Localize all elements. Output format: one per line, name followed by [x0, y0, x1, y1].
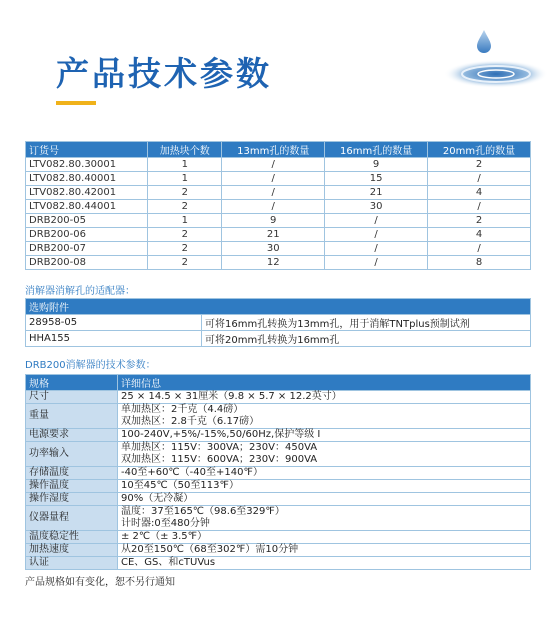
table-cell: DRB200-08	[26, 256, 148, 270]
table-cell: 2	[148, 200, 222, 214]
table-row	[26, 200, 531, 214]
table-cell: 30	[222, 242, 325, 256]
table-cell: /	[222, 172, 325, 186]
table-cell: 1	[148, 172, 222, 186]
table-row	[26, 429, 531, 442]
spec-detail	[118, 544, 531, 557]
spec-label: 尺寸	[26, 391, 118, 404]
spec-detail-line: 从20至150℃（68至302℉）需10分钟	[121, 544, 299, 555]
table-cell: LTV082.80.30001	[26, 158, 148, 172]
spec-detail-line: 90%（无冷凝）	[121, 493, 194, 504]
spec-detail-line: ± 2℃（± 3.5℉）	[121, 531, 208, 542]
table-row	[26, 391, 531, 404]
spec-detail	[118, 442, 531, 467]
table-cell: 4	[428, 228, 531, 242]
spec-detail	[118, 429, 531, 442]
spec-detail	[118, 557, 531, 570]
spec-detail-line: 100-240V,+5%/-15%,50/60Hz,保护等级 I	[121, 429, 321, 440]
table-cell: DRB200-06	[26, 228, 148, 242]
spec-label: 操作温度	[26, 480, 118, 493]
title-underline	[56, 101, 96, 105]
table-row	[26, 442, 531, 467]
table-cell: HHA155	[26, 331, 202, 347]
spec-label: 操作湿度	[26, 493, 118, 506]
table-cell: /	[428, 172, 531, 186]
table-row	[26, 480, 531, 493]
table-cell: 21	[325, 186, 428, 200]
table-cell: 2	[428, 158, 531, 172]
table-cell: 1	[148, 158, 222, 172]
spec-table	[25, 374, 531, 570]
table-cell: 8	[428, 256, 531, 270]
spec-detail	[118, 506, 531, 531]
table-cell: LTV082.80.42001	[26, 186, 148, 200]
table-cell: /	[428, 242, 531, 256]
table-row	[26, 506, 531, 531]
accessory-header: 选购附件	[26, 299, 531, 315]
table-cell: LTV082.80.40001	[26, 172, 148, 186]
table-cell: DRB200-07	[26, 242, 148, 256]
footnote: 产品规格如有变化，恕不另行通知	[25, 577, 175, 588]
table-row	[26, 404, 531, 429]
accessory-heading: 消解器消解孔的适配器：	[25, 286, 135, 297]
spec-label: 认证	[26, 557, 118, 570]
table-cell: /	[325, 242, 428, 256]
spec-detail-line: 双加热区：2.8千克（6.17磅）	[121, 416, 260, 427]
table-cell: 9	[325, 158, 428, 172]
order-header-cell: 加热块个数	[148, 142, 222, 158]
table-cell: 12	[222, 256, 325, 270]
table-cell: /	[325, 256, 428, 270]
table-cell: LTV082.80.44001	[26, 200, 148, 214]
spec-detail-line: 10至45℃（50至113℉）	[121, 480, 240, 491]
table-cell: 1	[148, 214, 222, 228]
table-row	[26, 186, 531, 200]
table-row	[26, 531, 531, 544]
spec-label: 电源要求	[26, 429, 118, 442]
spec-label: 加热速度	[26, 544, 118, 557]
spec-detail-line: 单加热区：115V：300VA；230V：450VA	[121, 442, 318, 453]
spec-header-label: 规格	[26, 375, 118, 391]
table-cell: 28958-05	[26, 315, 202, 331]
table-cell: 2	[148, 242, 222, 256]
order-header-cell: 16mm孔的数量	[325, 142, 428, 158]
table-row	[26, 315, 531, 331]
spec-label: 存储温度	[26, 467, 118, 480]
table-row	[26, 331, 531, 347]
order-header-cell: 20mm孔的数量	[428, 142, 531, 158]
spec-label: 重量	[26, 404, 118, 429]
spec-detail	[118, 493, 531, 506]
table-cell: 4	[428, 186, 531, 200]
spec-detail-line: 温度：37至165℃（98.6至329℉）	[121, 506, 285, 517]
table-cell: 21	[222, 228, 325, 242]
table-row	[26, 172, 531, 186]
table-cell: /	[222, 158, 325, 172]
spec-detail	[118, 391, 531, 404]
spec-header-detail: 详细信息	[118, 375, 531, 391]
spec-detail	[118, 531, 531, 544]
spec-label: 温度稳定性	[26, 531, 118, 544]
spec-detail-line: 计时器:0至480分钟	[121, 518, 210, 529]
spec-label: 功率输入	[26, 442, 118, 467]
order-table	[25, 141, 531, 270]
spec-detail-line: -40至+60℃（-40至+140℉）	[121, 467, 263, 478]
spec-heading: DRB200消解器的技术参数：	[25, 360, 156, 371]
table-cell: 可将20mm孔转换为16mm孔	[202, 331, 531, 347]
table-cell: 2	[428, 214, 531, 228]
spec-detail-line: 25 × 14.5 × 31厘米（9.8 × 5.7 × 12.2英寸）	[121, 391, 342, 402]
order-header-cell: 13mm孔的数量	[222, 142, 325, 158]
table-cell: 2	[148, 256, 222, 270]
spec-detail	[118, 404, 531, 429]
table-row	[26, 228, 531, 242]
table-row	[26, 242, 531, 256]
table-cell: 可将16mm孔转换为13mm孔，用于消解TNTplus预制试剂	[202, 315, 531, 331]
table-row	[26, 256, 531, 270]
spec-detail	[118, 480, 531, 493]
table-cell: /	[325, 214, 428, 228]
spec-detail	[118, 467, 531, 480]
table-cell: 30	[325, 200, 428, 214]
table-row	[26, 214, 531, 228]
spec-detail-line: 单加热区：2千克（4.4磅）	[121, 404, 244, 415]
table-cell: /	[325, 228, 428, 242]
table-cell: 2	[148, 186, 222, 200]
spec-detail-line: 双加热区：115V：600VA；230V：900VA	[121, 454, 318, 465]
table-row	[26, 467, 531, 480]
accessory-table	[25, 298, 531, 347]
table-row	[26, 557, 531, 570]
spec-detail-line: CE、GS、和cTUVus	[121, 557, 216, 568]
table-cell: 2	[148, 228, 222, 242]
table-cell: /	[222, 186, 325, 200]
water-drop-icon	[438, 22, 548, 94]
table-cell: 9	[222, 214, 325, 228]
page-title: 产品技术参数	[56, 54, 272, 93]
table-row	[26, 493, 531, 506]
table-cell: 15	[325, 172, 428, 186]
table-row	[26, 544, 531, 557]
order-header-cell: 订货号	[26, 142, 148, 158]
table-cell: /	[222, 200, 325, 214]
spec-label: 仪器量程	[26, 506, 118, 531]
table-row	[26, 158, 531, 172]
table-cell: DRB200-05	[26, 214, 148, 228]
table-cell: /	[428, 200, 531, 214]
